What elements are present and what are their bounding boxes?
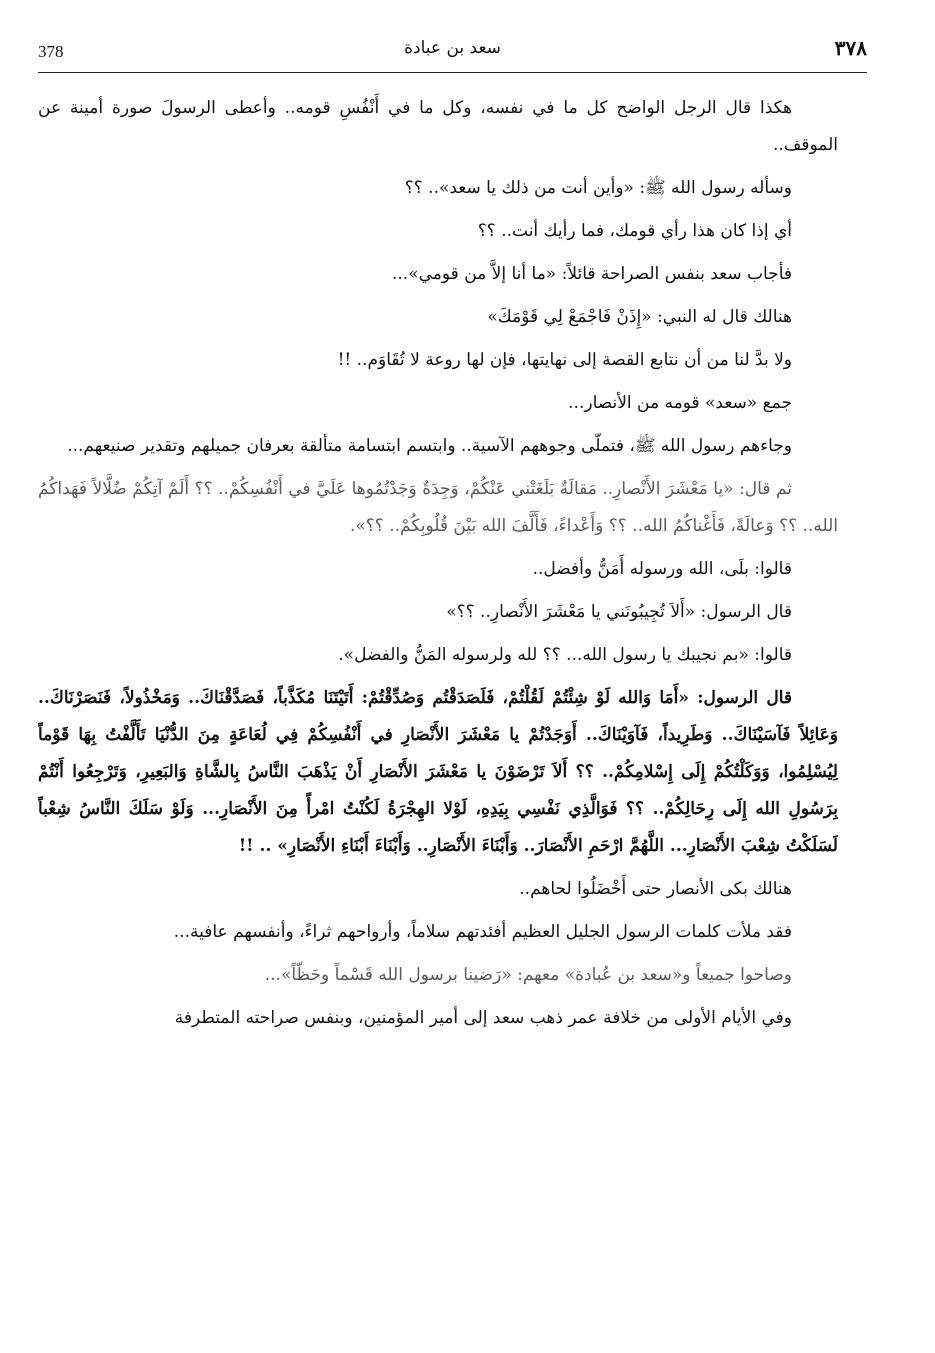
paragraph: هنالك قال له النبي: «إِذَنْ فَاجْمَعْ لِي قَوْمَكَ»: [487, 307, 792, 327]
paragraph: قال الرسول: «أَلاَ تُجِيبُونَني يا مَعْشَرَ الأَنْصارِ.. ؟؟»: [446, 602, 792, 622]
paragraph: قالوا: «بم نجيبك يا رسول الله... ؟؟ لله ولرسوله المَنُّ والفضل».: [338, 645, 792, 665]
running-title: سعد بن عبادة: [404, 38, 501, 58]
page-number-arabic: ٣٧٨: [834, 36, 867, 60]
page-number-latin: 378: [38, 42, 64, 61]
quote-paragraph: ثم قال: «يا مَعْشَرَ الأَنْصارِ.. مَقالَةٌ بَلَغَتْني عَنْكُمْ، وَجِدَةٌ وَجَدْتُمُوها عَلَيَّ في أَنْفُسِكُمْ.. ؟؟ أَلَمْ آتِكُمْ ضُلَّالاً فَهَداكُمُ الله.. ؟؟ وَعالَةً، فَأَغْناكُمُ الله.. ؟؟ وَأَعْداءً، فَأَلَّفَ الله بَيْنَ قُلُوبِكُمْ.. ؟؟».: [38, 479, 838, 536]
paragraph: وفي الأيام الأولى من خلافة عمر ذهب سعد إلى أمير المؤمنين، وبنفس صراحته المتطرفة: [174, 1008, 792, 1028]
paragraph: فأجاب سعد بنفس الصراحة قائلاً: «ما أنا إلاَّ من قومي»...: [392, 264, 792, 284]
paragraph: قالوا: بلَى، الله ورسوله أَمَنُّ وأفضل..: [532, 559, 792, 579]
page-header: [38, 36, 867, 73]
paragraph: فقد ملأت كلمات الرسول الجليل العظيم أفئدتهم سلاماً، وأرواحهم ثراءً، وأنفسهم عافية...: [173, 922, 792, 942]
paragraph: ولا بدَّ لنا من أن نتابع القصة إلى نهايتها، فإن لها روعة لا تُقَاوَم.. !!: [337, 350, 792, 370]
paragraph: وصاحوا جميعاً و«سعد بن عُبادة» معهم: «رَضينا برسول الله قَسْماً وحَظّاً»...: [264, 965, 792, 985]
paragraph: وسأله رسول الله ﷺ: «وأين أنت من ذلك يا سعد».. ؟؟: [404, 178, 792, 198]
paragraph: جمع «سعد» قومه من الأنصار...: [568, 393, 792, 413]
paragraph: وجاءهم رسول الله ﷺ، فتملّى وجوههم الآسية.. وابتسم ابتسامة متألقة بعرفان جميلهم وتقدير صنيعهم...: [67, 436, 792, 456]
paragraph: هنالك بكى الأنصار حتى أَخْضَلُوا لحاهم..: [519, 879, 792, 899]
paragraph: أي إذا كان هذا رأي قومك، فما رأيك أنت.. ؟؟: [477, 221, 792, 241]
quote-paragraph: قال الرسول: «أَمَا وَالله لَوْ شِئْتُمْ لَقُلْتُمْ، فَلَصَدَقْتُم وَصُدِّقْتُمْ: أَتَيْتَنَا مُكَذَّباً، فَصَدَّقْنَاكَ.. وَمَخْذُولاً، فَنَصَرْنَاكَ.. وَعَائِلاً فَآسَيْنَاكَ.. وَطَرِيداً، فَآوَيْنَاكَ.. أَوَجَدْتُمْ يا مَعْشَرَ الأَنْصَارِ في أَنْفُسِكُمْ فِي لُعَاعَةٍ مِنَ الدُّنْيَا تَأَلَّفْتُ بِهَا قَوْماً لِيُسْلِمُوا، وَوَكَلْتُكُمْ إِلَى إِسْلامِكُمْ.. ؟؟ أَلاَ تَرْضَوْنَ يا مَعْشَرَ الأَنْصَارِ أَنْ يَذْهَبَ النَّاسُ بِالشَّاةِ وَالبَعِيرِ، وَتَرْجِعُوا أَنْتُمْ بِرَسُولِ الله إِلَى رِحَالِكُمْ.. ؟؟ فَوَالَّذِي نَفْسِي بِيَدِهِ، لَوْلا الهِجْرَةُ لَكُنْتُ امْرأً مِنَ الأَنْصَارِ... وَلَوْ سَلَكَ النَّاسُ شِعْباً لَسَلَكْتُ شِعْبَ الأَنْصَارِ... اللَّهُمَّ ارْحَمِ الأَنْصَارَ.. وَأَبْنَاءَ الأَنْصَارِ.. وَأَبْنَاءَ أَبْنَاءِ الأَنْصَارِ» .. !!: [38, 688, 838, 856]
paragraph: هكذا قال الرجل الواضح كل ما في نفسه، وكل ما في أَنْفُسِ قومه.. وأعطى الرسولَ صورة أمينة عن الموقف..: [38, 98, 838, 155]
body-text: [38, 90, 838, 1340]
